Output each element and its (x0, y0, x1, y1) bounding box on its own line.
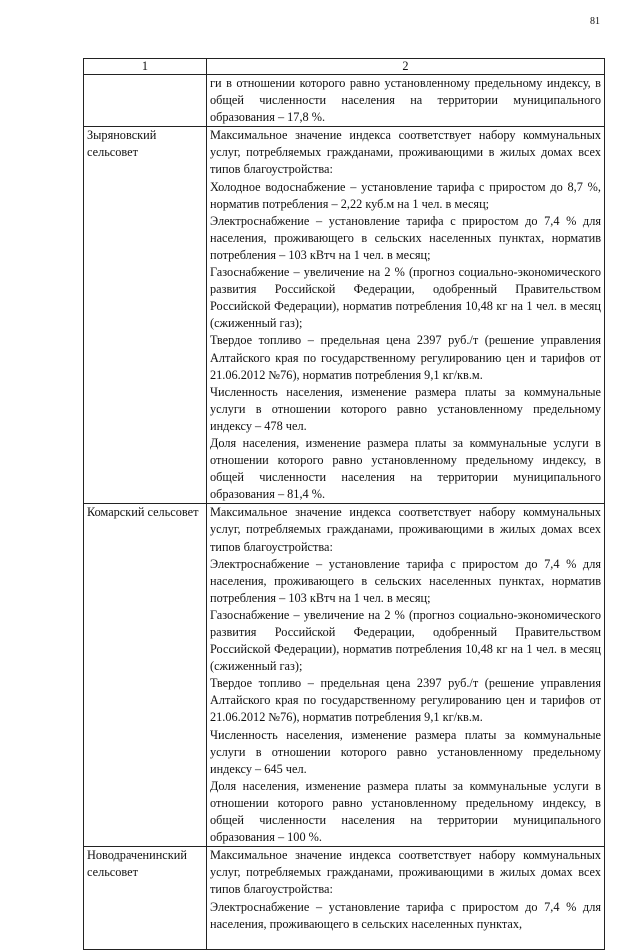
paragraph: Электроснабжение – установление тарифа с приростом до 7,4 % для населения, проживающего в сельских населенных пунктах, норматив потребления – 103 кВтч на 1 чел. в месяц; (210, 213, 601, 262)
municipality-name: Комарский сельсовет (84, 504, 207, 847)
row-content (207, 504, 605, 847)
page-number: 81 (590, 16, 600, 27)
paragraph: Газоснабжение – увеличение на 2 % (прогноз социально-экономического развития Российской Федерации, одобренный Правительством Российской Федерации), норматив потребления 10,48 кг на 1 чел. в месяц (сжиженный газ); (210, 265, 601, 331)
paragraph: Максимальное значение индекса соответствует набору коммунальных услуг, потребляемых гражданами, проживающими в жилых домах всех типов благоустройства: (210, 128, 601, 177)
table-row (84, 504, 605, 847)
paragraph: Численность населения, изменение размера платы за коммунальные услуги в отношении которого равно установленному предельному индексу – 478 чел. (210, 384, 601, 433)
table-header-row (84, 59, 605, 75)
row-content (207, 847, 605, 950)
paragraph: Максимальное значение индекса соответствует набору коммунальных услуг, потребляемых гражданами, проживающими в жилых домах всех типов благоустройства: (210, 848, 601, 897)
row-content (207, 127, 605, 504)
paragraph: Доля населения, изменение размера платы за коммунальные услуги в отношении которого равно установленному предельному индексу, в общей численности населения на территории муниципального образования – 100 %. (210, 778, 601, 845)
paragraph: Холодное водоснабжение – установление тарифа с приростом до 8,7 %, норматив потребления – 2,22 куб.м на 1 чел. в месяц; (210, 179, 601, 211)
table-row (84, 847, 605, 950)
municipality-name: Зыряновский сельсовет (84, 127, 207, 504)
table-row (84, 75, 605, 127)
paragraph: Максимальное значение индекса соответствует набору коммунальных услуг, потребляемых гражданами, проживающими в жилых домах всех типов благоустройства: (210, 505, 601, 554)
paragraph: Электроснабжение – установление тарифа с приростом до 7,4 % для населения, проживающего в сельских населенных пунктах, (210, 899, 601, 931)
tariff-table (83, 58, 605, 950)
column-header-1: 1 (84, 59, 207, 75)
column-header-2: 2 (207, 59, 605, 75)
row-content (207, 75, 605, 127)
paragraph: Газоснабжение – увеличение на 2 % (прогноз социально-экономического развития Российской Федерации, одобренный Правительством Российской Федерации), норматив потребления 10,48 кг на 1 чел. в месяц (сжиженный газ); (210, 607, 601, 674)
paragraph: Твердое топливо – предельная цена 2397 руб./т (решение управления Алтайского края по государственному регулированию цен и тарифов от 21.06.2012 №76), норматив потребления 9,1 кг/кв.м. (210, 676, 601, 725)
paragraph: ги в отношении которого равно установленному предельному индексу, в общей численности населения на территории муниципального образования – 17,8 %. (210, 76, 601, 125)
paragraph: Численность населения, изменение размера платы за коммунальные услуги в отношении которого равно установленному предельному индексу – 645 чел. (210, 727, 601, 776)
municipality-name: Новодраченинский сельсовет (84, 847, 207, 950)
paragraph: Доля населения, изменение размера платы за коммунальные услуги в отношении которого равно установленному предельному индексу, в общей численности населения на территории муниципального образования – 81,4 %. (210, 435, 601, 502)
table-row (84, 127, 605, 504)
paragraph: Твердое топливо – предельная цена 2397 руб./т (решение управления Алтайского края по государственному регулированию цен и тарифов от 21.06.2012 №76), норматив потребления 9,1 кг/кв.м. (210, 333, 601, 382)
paragraph: Электроснабжение – установление тарифа с приростом до 7,4 % для населения, проживающего в сельских населенных пунктах, норматив потребления – 103 кВтч на 1 чел. в месяц; (210, 556, 601, 605)
municipality-name (84, 75, 207, 127)
